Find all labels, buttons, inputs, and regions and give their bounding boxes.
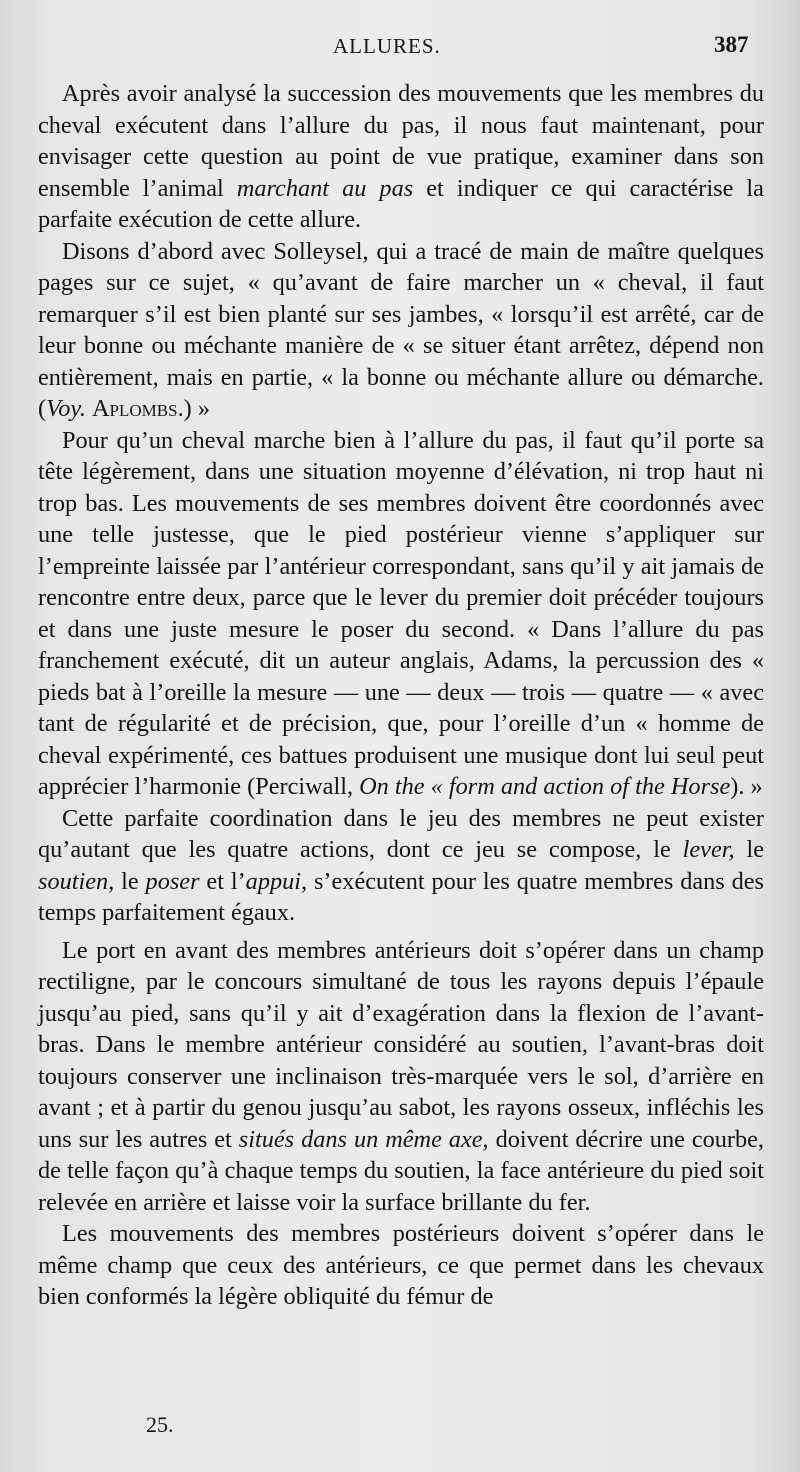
text-run: Les mouvements des membres postérieurs doivent s’opérer dans le même champ que ceux des antérieurs, ce que permet dans les chevaux bien conformés la légère obliquité du fémur de — [38, 1220, 764, 1310]
text-run: Après avoir analysé la succession des mouvements que les membres du cheval exécutent dans l’allure du pas, il nous faut maintenant, pour envisager cette question au point de vue pratique, examiner dans son ensemble l’animal — [38, 80, 764, 202]
text-run: Cette parfaite coordination dans le jeu des membres ne peut exister qu’autant que les quatre actions, dont ce jeu se compose, le — [38, 804, 764, 863]
paragraph — [38, 803, 764, 929]
text-run: doivent décrire une courbe, de telle façon qu’à chaque temps du soutien, la face antérieure du pied soit relevée en arrière et laisse voir la surface brillante du fer. — [38, 1125, 765, 1216]
text-run: s’exécutent pour les quatre membres dans des temps parfaitement égaux. — [38, 867, 765, 926]
text-run: et indiquer ce qui caractérise la parfaite exécution de cette allure. — [38, 174, 764, 233]
italic-text: marchant au pas — [236, 174, 414, 202]
italic-text: poser — [145, 867, 200, 895]
text-run: Disons d’abord avec Solleysel, qui a tracé de main de maître quelques pages sur ce sujet, « qu’avant de faire marcher un « cheval, il faut remarquer s’il est bien planté sur ses jambes, « lorsqu’il est arrêté, car de leur bonne ou méchante manière de « se situer étant arrêtez, dépend non entièrement, mais en partie, « la bonne ou méchante allure ou démarche. ( — [38, 237, 764, 422]
paragraph — [38, 425, 764, 803]
running-title: ALLURES. — [333, 34, 441, 58]
text-run: et l’ — [199, 867, 246, 895]
signature-mark: 25. — [146, 1412, 174, 1437]
text-run: ). » — [730, 773, 763, 800]
italic-text: Voy. — [46, 395, 86, 422]
running-head — [0, 30, 800, 60]
paragraph — [38, 935, 764, 1219]
body-text — [38, 78, 764, 1313]
text-run: le — [114, 867, 146, 895]
paragraph — [38, 1218, 764, 1313]
text-run: ) » — [183, 395, 210, 422]
text-run: Le port en avant des membres antérieurs doit s’opérer dans un champ rectiligne, par le concours simultané de tous les rayons depuis l’épaule jusqu’au pied, sans qu’il y ait d’exagération dans la flexion de l’avant-bras. Dans le membre antérieur considéré au soutien, l’avant-bras doit toujours conserver une inclinaison très-marquée vers le sol, d’arrière en avant ; et à partir du genou jusqu’au sabot, les rayons osseux, infléchis les uns sur les autres et — [38, 936, 764, 1153]
italic-text: On the « form and action of the Horse — [359, 773, 731, 800]
italic-text: situés dans un même axe, — [238, 1125, 489, 1153]
italic-text: lever, — [682, 836, 735, 863]
italic-text: soutien, — [38, 867, 115, 895]
text-run: Pour qu’un cheval marche bien à l’allure du pas, il faut qu’il porte sa tête légèrement, dans une situation moyenne d’élévation, ni trop haut ni trop bas. Les mouvements de ses membres doivent être coordonnés avec une telle justesse, que le pied postérieur vienne s’appliquer sur l’empreinte laissée par l’antérieur correspondant, sans qu’il y ait jamais de rencontre entre deux, parce que le lever du premier doit précéder toujours et dans une juste mesure le poser du second. « Dans l’allure du pas franchement exécuté, dit un auteur anglais, Adams, la percussion des « pieds bat à l’oreille la mesure — une — deux — trois — quatre — « avec tant de régularité et de précision, que, pour l’oreille d’un « homme de cheval expérimenté, ces battues produisent une musique dont lui seul peut apprécier l’harmonie (Perciwall, — [38, 426, 764, 800]
paragraph — [38, 236, 764, 425]
paragraph — [38, 78, 764, 236]
small-caps-text: Aplombs. — [92, 395, 184, 422]
italic-text: appui, — [245, 867, 308, 895]
page-number: 387 — [714, 32, 749, 57]
text-run: le — [734, 836, 764, 863]
